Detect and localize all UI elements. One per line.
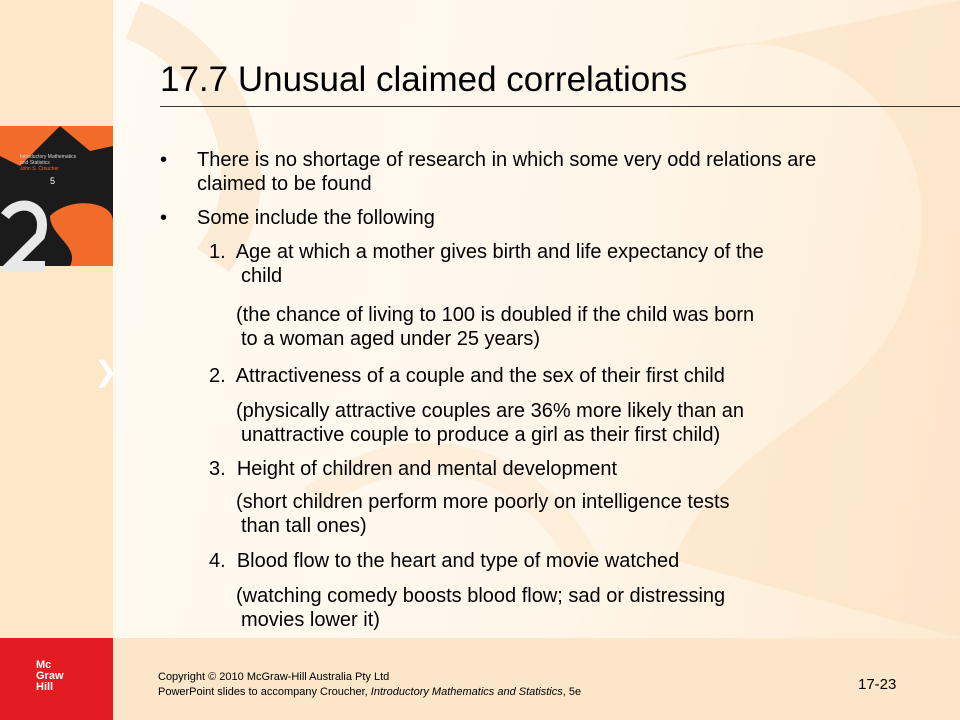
item-text: Attractiveness of a couple and the sex of their first child: [235, 365, 725, 387]
bullet-dot: •: [160, 207, 168, 229]
item-note: (watching comedy boosts blood flow; sad or distressing movies lower it): [236, 585, 726, 631]
page-number: 17-23: [858, 676, 897, 693]
book-title: Introductory Mathematics and Statistics John S. Croucher: [20, 154, 77, 172]
list-item: [209, 364, 929, 388]
item-number: 3.: [209, 458, 226, 480]
item-text: Height of children and mental development: [236, 458, 618, 480]
mcgraw-hill-logo: Mc Graw Hill: [0, 638, 113, 720]
item-text: Age at which a mother gives birth and life expectancy of the: [235, 241, 764, 263]
slides-credit: PowerPoint slides to accompany Croucher, Introductory Mathematics and Statistics, 5e: [158, 686, 582, 698]
list-item: [209, 240, 929, 288]
left-band: [0, 0, 113, 638]
bullet-text: Some include the following: [197, 207, 435, 229]
title-divider: [160, 106, 960, 107]
item-number: 2.: [209, 365, 226, 387]
item-note: (the chance of living to 100 is doubled if the child was born to a woman aged under 25 years): [236, 304, 755, 350]
item-note: (physically attractive couples are 36% more likely than an unattractive couple to produce a girl as their first child): [236, 400, 745, 446]
list-item: [209, 457, 929, 481]
bullet-dot: •: [160, 149, 168, 171]
item-text: Blood flow to the heart and type of movie watched: [236, 550, 680, 572]
slide-title: 17.7 Unusual claimed correlations: [160, 60, 688, 99]
item-number: 1.: [209, 241, 226, 263]
item-number: 4.: [209, 550, 226, 572]
footer-copyright: [158, 670, 581, 700]
list-item: [209, 549, 929, 573]
bullet-text: There is no shortage of research in which some very odd relations are claimed to be found: [197, 149, 817, 195]
book-edition: 5: [50, 176, 56, 186]
copyright-line: Copyright © 2010 McGraw-Hill Australia Pty Ltd: [158, 671, 390, 683]
item-note: (short children perform more poorly on intelligence tests than tall ones): [236, 491, 730, 537]
chevron-right-icon: ❯: [94, 356, 118, 387]
item-text: child: [241, 265, 283, 287]
book-cover: [0, 126, 118, 387]
